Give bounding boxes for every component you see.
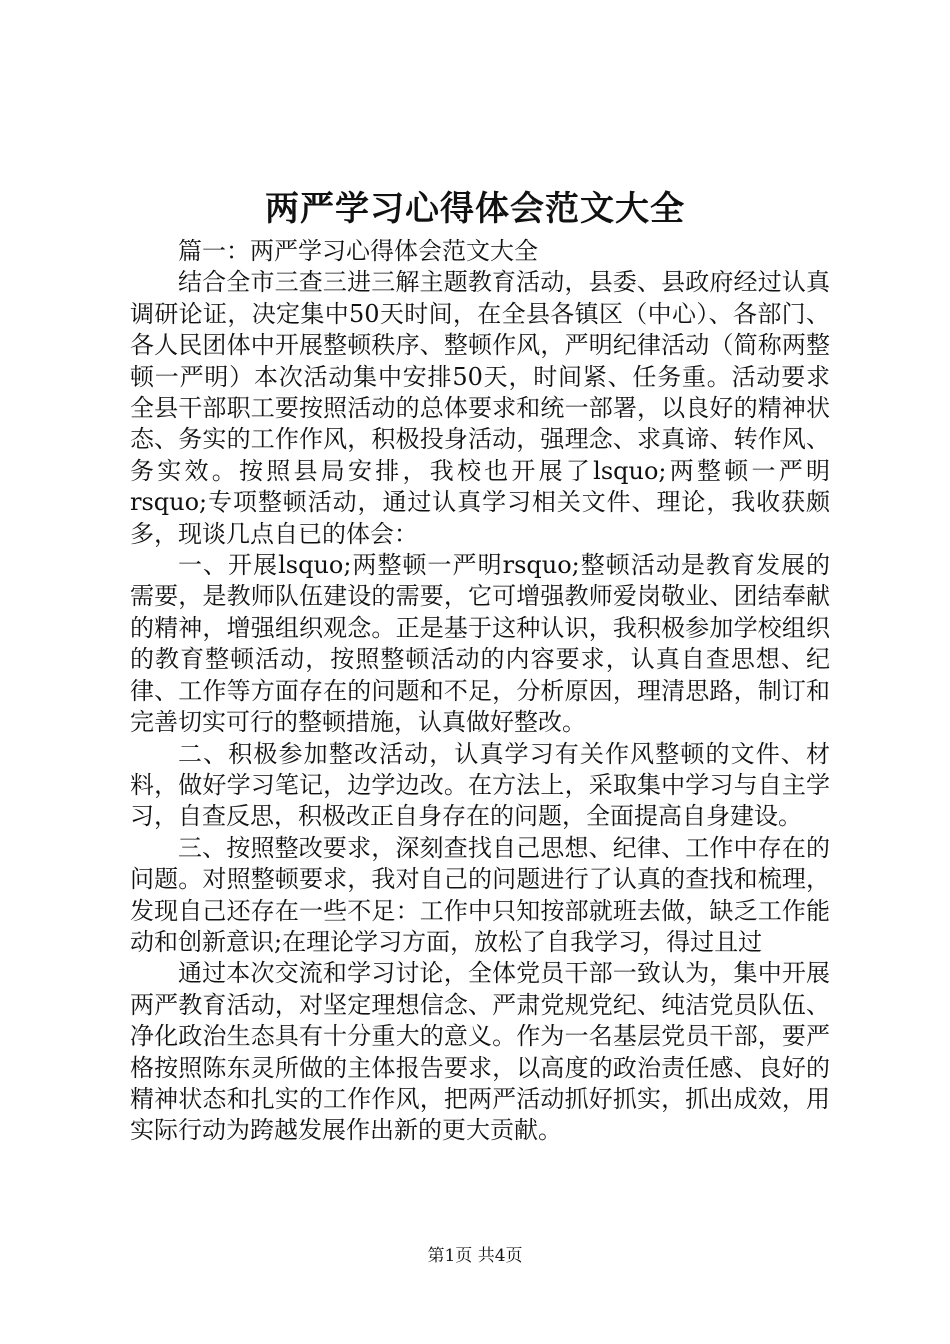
page-number-footer: 第1页 共4页 xyxy=(427,1246,523,1266)
paragraph: 二、积极参加整改活动，认真学习有关作风整顿的文件、材料，做好学习笔记，边学边改。在方法上，采取集中学习与自主学习，自查反思，积极改正自身存在的问题，全面提高自身建设。 xyxy=(130,739,830,831)
paragraph: 一、开展lsquo;两整顿一严明rsquo;整顿活动是教育发展的需要，是教师队伍建设的需要，它可增强教师爱岗敬业、团结奉献的精神，增强组织观念。正是基于这种认识，我积极参加学校组织的教育整顿活动，按照整顿活动的内容要求，认真自查思想、纪律、工作等方面存在的问题和不足，分析原因，理清思路，制订和完善切实可行的整顿措施，认真做好整改。 xyxy=(130,551,830,737)
paragraph-heading: 篇一：两严学习心得体会范文大全 xyxy=(178,237,538,265)
document-title: 两严学习心得体会范文大全 xyxy=(265,189,685,229)
paragraph: 三、按照整改要求，深刻查找自己思想、纪律、工作中存在的问题。对照整顿要求，我对自己的问题进行了认真的查找和梳理，发现自己还存在一些不足：工作中只知按部就班去做，缺乏工作能动和创新意识;在理论学习方面，放松了自我学习，得过且过 xyxy=(130,833,830,956)
document-body xyxy=(130,236,830,1147)
paragraph: 通过本次交流和学习讨论，全体党员干部一致认为，集中开展两严教育活动，对坚定理想信念、严肃党规党纪、纯洁党员队伍、净化政治生态具有十分重大的意义。作为一名基层党员干部，要严格按照陈东灵所做的主体报告要求，以高度的政治责任感、良好的精神状态和扎实的工作作风，把两严活动抓好抓实，抓出成效，用实际行动为跨越发展作出新的更大贡献。 xyxy=(130,959,830,1145)
paragraph: 结合全市三查三进三解主题教育活动，县委、县政府经过认真调研论证，决定集中50天时间，在全县各镇区（中心）、各部门、各人民团体中开展整顿秩序、整顿作风，严明纪律活动（简称两整顿一严明）本次活动集中安排50天，时间紧、任务重。活动要求全县干部职工要按照活动的总体要求和统一部署，以良好的精神状态、务实的工作作风，积极投身活动，强理念、求真谛、转作风、务实效。按照县局安排，我校也开展了lsquo;两整顿一严明rsquo;专项整顿活动，通过认真学习相关文件、理论，我收获颇多，现谈几点自已的体会： xyxy=(130,268,830,548)
